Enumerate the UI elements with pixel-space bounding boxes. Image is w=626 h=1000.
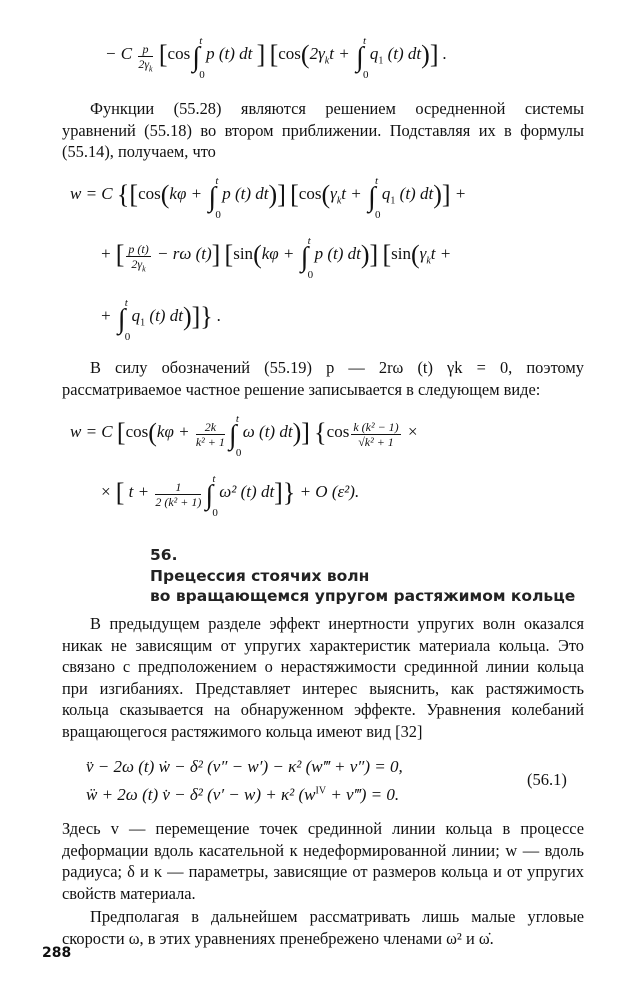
paragraph-1: Функции (55.28) являются решением осредненной системы уравнений (55.18) во втором приближении. Подставляя их в формулы (55.14), получаем, что	[62, 99, 584, 161]
formula-w-line-3: + ∫ t 0 $q_1$ (t) dt)]} .	[100, 297, 222, 343]
section-title-line-1: Прецессия стоячих волн	[150, 567, 370, 585]
formula-w-line-1: w = C {[cos(kφ + ∫ t 0 p (t) dt)] [$\cos(\gamma_kt$ + ∫ t 0 $q_1$ (t) dt)] +	[70, 175, 467, 221]
page-number: 288	[42, 945, 72, 961]
formula-solution-line-1: w = C [cos(kφ + $\frac{2k}{\text{k² + 1}}$ ∫ t 0 ω (t) dt)] {cos $\frac{\text{k (k² − 1)}}{\text{√k² + 1}}$ ×	[70, 413, 419, 459]
paragraph-4: Здесь v — перемещение точек срединной линии кольца в процессе деформации вдоль касательной к недеформированной линии; w — вдоль радиуса; δ и κ — параметры, зависящие от размеров кольца и от упругих свойств материала.	[62, 819, 584, 903]
equation-56-1-line-2: ẅ + 2ω (t) v̇ − δ² (v′ − w) + κ² ($w^{IV}$ + v‴) = 0.	[86, 785, 400, 804]
paragraph-5: Предполагая в дальнейшем рассматривать лишь малые угловые скорости ω, в этих уравнениях пренебрежено членами ω² и ω̇.	[62, 907, 584, 948]
paragraph-3: В предыдущем разделе эффект инертности упругих волн оказался никак не зависящим от упругих характеристик материала кольца. Это связано с предположением о нерастяжимости срединной линии кольца при изгибаниях. Представляет интерес выяснить, как растяжимость кольца сказывается на обнаруженном эффекте. Уравнения колебаний вращающегося растяжимого кольца имеют вид [32]	[62, 614, 584, 741]
formula-w-line-2: + [ $\frac{p (t)}{2\gamma_k}$ − rω (t)] [sin(kφ + ∫ t 0 p (t) dt)] [$\sin(\gamma_kt$ +	[100, 235, 452, 281]
section-title-line-2: во вращающемся упругом растяжимом кольце	[150, 587, 576, 605]
section-number: 56.	[150, 546, 178, 564]
paragraph-2: В силу обозначений (55.19) p — 2rω (t) γk = 0, поэтому рассматриваемое частное решение записывается в следующем виде:	[62, 358, 584, 399]
equation-number: (56.1)	[527, 770, 567, 789]
equation-56-1-line-1: v̈ − 2ω (t) ẇ − δ² (v″ − w′) − κ² (w‴ + v″) = 0,	[86, 757, 403, 776]
formula-solution-line-2: × [ t + $\frac{1}{\text{2 (k² + 1)}}$ ∫ t 0 ω² (t) dt]} + O (ε²).	[100, 473, 360, 519]
formula-line-1: − C $\frac{p}{2\gamma_k}$ [cos∫ t 0 p (t) dt ] [$\cos(2\gamma_kt$ + ∫ t 0 $q_1$ (t) dt)] .	[105, 35, 447, 81]
